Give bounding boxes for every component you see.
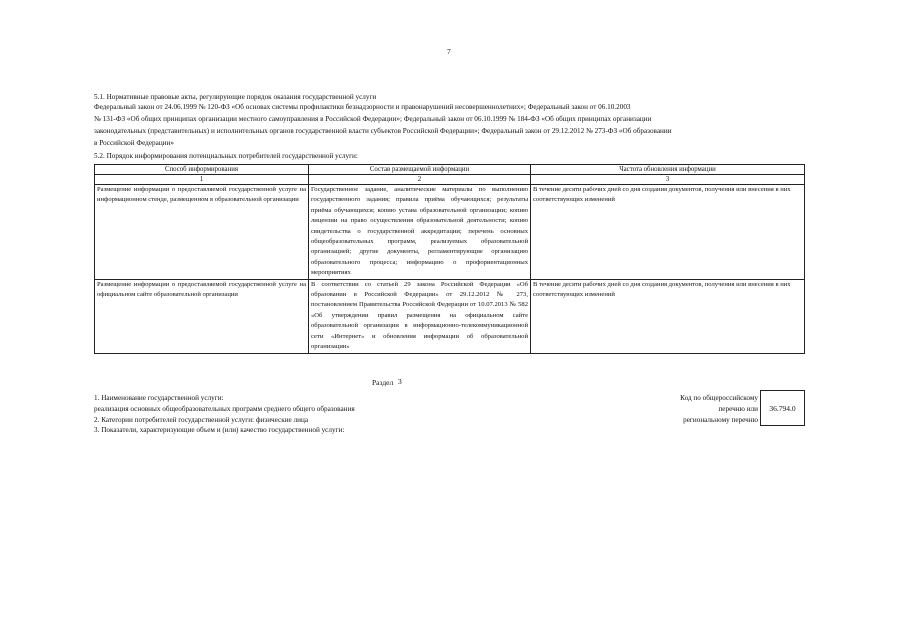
section-5-1-text-line: № 131-ФЗ «Об общих принципах организации местного самоуправления в Российской Федерации»; Федеральный закон от 06.10.1999 № 184-ФЗ «Об общих принципах организации bbox=[94, 115, 652, 123]
code-value: 36.794.0 bbox=[769, 403, 796, 413]
section-label: Раздел bbox=[372, 378, 394, 387]
indicators-heading: 3. Показатели, характеризующие объем и (или) качество государственной услуги: bbox=[94, 426, 345, 434]
consumer-category: 2. Категории потребителей государственной услуги: физические лица bbox=[94, 416, 309, 424]
code-label-line: перечню или bbox=[718, 405, 758, 413]
section-number: 3 bbox=[398, 377, 402, 386]
cell-frequency: В течение десяти рабочих дней со дня создания документов, получения или внесения в них соответствующих изменений bbox=[531, 279, 805, 353]
section-5-1-text-line: Федеральный закон от 24.06.1999 № 120-ФЗ «Об основах системы профилактики безнадзорности и правонарушений несовершеннолетних»; Федеральный закон от 06.10.2003 bbox=[94, 103, 631, 111]
table-row bbox=[95, 185, 805, 280]
service-name-value: реализация основных общеобразовательных программ среднего общего образования bbox=[94, 405, 355, 413]
code-label bbox=[620, 393, 758, 426]
page-number: 7 bbox=[447, 47, 451, 56]
table-header-row bbox=[95, 165, 805, 175]
table-number-row bbox=[95, 175, 805, 185]
code-label-line: региональному перечню bbox=[683, 416, 758, 424]
table-row bbox=[95, 279, 805, 353]
column-number: 2 bbox=[309, 175, 531, 185]
information-table bbox=[94, 164, 805, 354]
column-header-method: Способ информирования bbox=[95, 165, 309, 175]
column-number: 1 bbox=[95, 175, 309, 185]
cell-content: Государственное задание, аналитические материалы по выполнению государственного задания; правила приёма обучающихся; результаты приёма обучающихся; копию устава образовательной организации; копию лицензии на право осуществления образовательной деятельности; копию свидетельства о государственной аккредитации; перечень основных общеобразовательных программ, реализуемых образовательной организацией; другие документы, регламентирующие организацию образовательного процесса; информацию о профориентационных мероприятиях bbox=[309, 185, 531, 280]
service-name-label: 1. Наименование государственной услуги: bbox=[94, 394, 224, 402]
section-5-1-text-line: законодательных (представительных) и исполнительных органов государственной власти субъектов Российской Федерации»; Федеральный закон от 29.12.2012 № 273-ФЗ «Об образовании bbox=[94, 127, 672, 135]
column-header-content: Состав размещаемой информации bbox=[309, 165, 531, 175]
cell-method: Размещение информации о предоставляемой государственной услуге на информационном стенде, размещенном в образовательной организации bbox=[95, 185, 309, 280]
section-5-2-heading: 5.2. Порядок информирования потенциальных потребителей государственной услуги: bbox=[94, 152, 358, 160]
cell-frequency: В течение десяти рабочих дней со дня создания документов, получения или внесения в них соответствующих изменений bbox=[531, 185, 805, 280]
cell-method: Размещение информации о предоставляемой государственной услуге на официальном сайте образовательной организации bbox=[95, 279, 309, 353]
section-5-1-text-line: в Российской Федерации» bbox=[94, 139, 174, 147]
code-label-line: Код по общероссийскому bbox=[680, 394, 758, 402]
cell-content: В соответствии со статьей 29 закона Российской Федерации «Об образовании в Российской Федерации» от 29.12.2012 № 273, постановлением Правительства Российской Федерации от 10.07.2013 № 582 «Об утверждении правил размещения на официальном сайте образовательной организации в информационно-телекоммуникационной сети «Интернет» и обновления информации об образовательной организации» bbox=[309, 279, 531, 353]
section-5-1-heading: 5.1. Нормативные правовые акты, регулирующие порядок оказания государственной услуги bbox=[94, 93, 377, 101]
code-value-box bbox=[760, 390, 805, 426]
column-header-frequency: Частота обновления информации bbox=[531, 165, 805, 175]
column-number: 3 bbox=[531, 175, 805, 185]
